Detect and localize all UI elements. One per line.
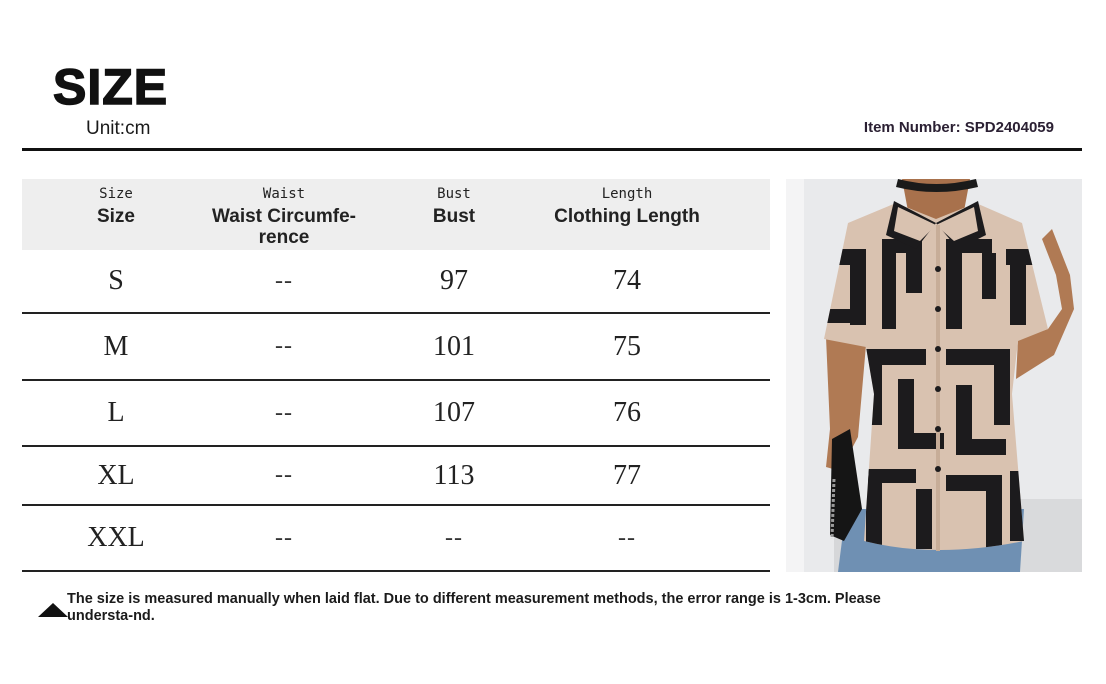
table-row	[22, 250, 770, 314]
header-length: Length Clothing Length	[554, 186, 700, 227]
size-table	[22, 179, 770, 572]
header-bust: Bust Bust	[432, 186, 476, 227]
cell-size: S	[108, 265, 124, 296]
header-size: Size Size	[96, 186, 136, 227]
cell-bust: 107	[433, 397, 475, 428]
cell-length: 77	[613, 459, 641, 491]
cell-bust: 101	[433, 330, 475, 362]
cell-size: L	[107, 397, 125, 428]
model-illustration	[786, 179, 1082, 572]
button-dot	[935, 266, 941, 272]
cell-bust: --	[445, 524, 463, 551]
table-row	[22, 506, 770, 572]
cell-length: --	[618, 524, 636, 551]
cell-waist: --	[275, 267, 293, 294]
cell-length: 75	[613, 330, 641, 362]
size-title: SIZE	[53, 59, 169, 115]
table-header	[22, 179, 770, 250]
table-row	[22, 447, 770, 506]
header-waist: Waist Waist Circumfe-rence	[212, 186, 356, 248]
cell-size: XXL	[87, 522, 145, 553]
cell-waist: --	[275, 524, 293, 551]
cell-size: XL	[97, 459, 135, 491]
item-number: Item Number: SPD2404059	[863, 119, 1054, 136]
unit-label: Unit:cm	[86, 118, 151, 139]
cell-bust: 113	[433, 459, 475, 491]
cell-waist: --	[275, 462, 293, 488]
triangle-icon	[38, 603, 68, 617]
table-row	[22, 314, 770, 381]
cell-size: M	[103, 330, 129, 362]
product-photo	[786, 179, 1082, 572]
measurement-note: The size is measured manually when laid flat. Due to different measurement methods, the error range is 1-3cm. Please understa-nd.	[67, 591, 881, 624]
divider	[22, 148, 1082, 151]
table-row	[22, 381, 770, 447]
cell-bust: 97	[440, 265, 468, 296]
cell-length: 74	[613, 265, 641, 296]
cell-waist: --	[275, 399, 293, 426]
cell-length: 76	[613, 397, 641, 428]
cell-waist: --	[275, 333, 293, 359]
